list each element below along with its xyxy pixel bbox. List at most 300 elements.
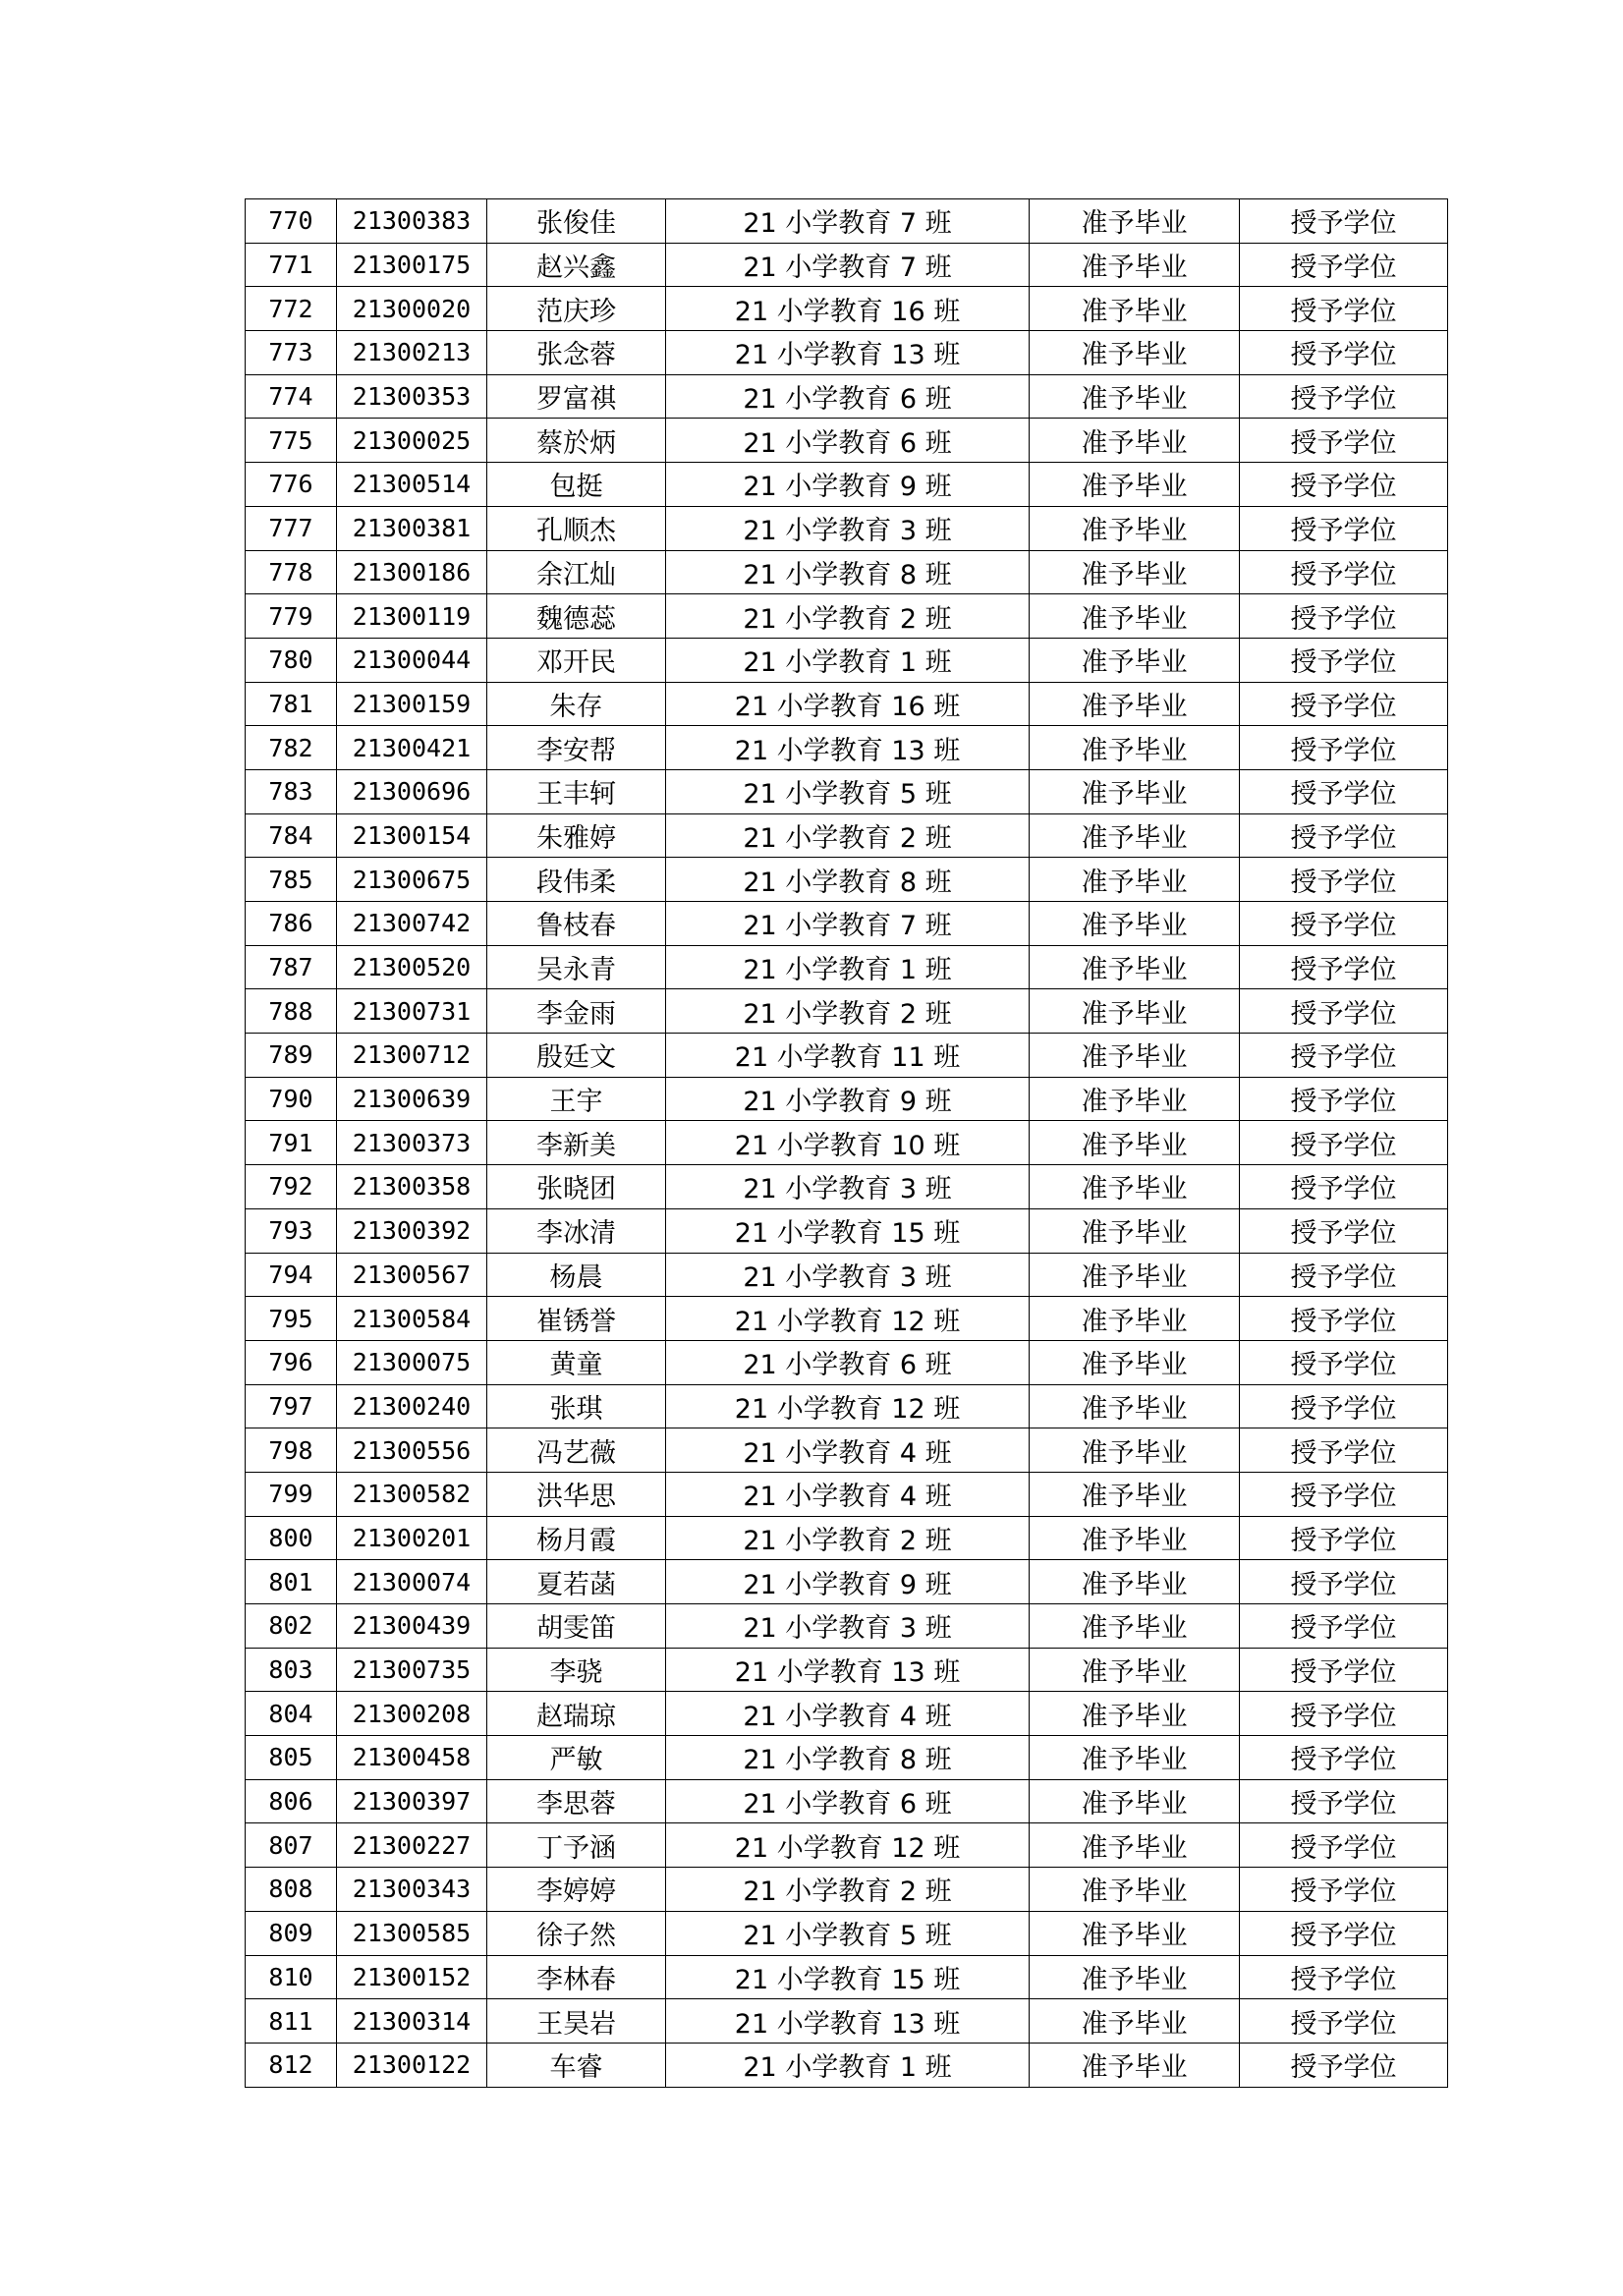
graduation-status-cell: 准予毕业 xyxy=(1030,1208,1240,1253)
degree-status-cell: 授予学位 xyxy=(1240,2043,1448,2087)
student-id-cell: 21300639 xyxy=(337,1077,487,1121)
graduation-table xyxy=(245,198,1448,2088)
class-cell: 21 小学教育 8 班 xyxy=(666,550,1030,594)
serial-cell: 779 xyxy=(246,594,337,639)
graduation-status-cell: 准予毕业 xyxy=(1030,769,1240,813)
class-cell: 21 小学教育 9 班 xyxy=(666,463,1030,507)
name-cell: 孔顺杰 xyxy=(487,506,666,550)
student-id-cell: 21300358 xyxy=(337,1165,487,1209)
table-row xyxy=(246,1999,1448,2044)
student-id-cell: 21300240 xyxy=(337,1384,487,1428)
table-row xyxy=(246,1823,1448,1868)
name-cell: 魏德蕊 xyxy=(487,594,666,639)
degree-status-cell: 授予学位 xyxy=(1240,199,1448,244)
degree-status-cell: 授予学位 xyxy=(1240,769,1448,813)
student-id-cell: 21300175 xyxy=(337,243,487,287)
graduation-status-cell: 准予毕业 xyxy=(1030,243,1240,287)
student-id-cell: 21300227 xyxy=(337,1823,487,1868)
class-cell: 21 小学教育 6 班 xyxy=(666,1340,1030,1384)
table-row xyxy=(246,945,1448,989)
serial-cell: 799 xyxy=(246,1472,337,1516)
table-body xyxy=(246,199,1448,2088)
degree-status-cell: 授予学位 xyxy=(1240,331,1448,375)
table-row xyxy=(246,1868,1448,1912)
name-cell: 范庆珍 xyxy=(487,287,666,331)
serial-cell: 812 xyxy=(246,2043,337,2087)
graduation-status-cell: 准予毕业 xyxy=(1030,594,1240,639)
class-cell: 21 小学教育 12 班 xyxy=(666,1823,1030,1868)
degree-status-cell: 授予学位 xyxy=(1240,1999,1448,2044)
serial-cell: 792 xyxy=(246,1165,337,1209)
degree-status-cell: 授予学位 xyxy=(1240,287,1448,331)
degree-status-cell: 授予学位 xyxy=(1240,858,1448,902)
student-id-cell: 21300584 xyxy=(337,1297,487,1341)
name-cell: 杨晨 xyxy=(487,1253,666,1297)
class-cell: 21 小学教育 16 班 xyxy=(666,287,1030,331)
degree-status-cell: 授予学位 xyxy=(1240,1692,1448,1736)
class-cell: 21 小学教育 6 班 xyxy=(666,1779,1030,1823)
degree-status-cell: 授予学位 xyxy=(1240,463,1448,507)
student-id-cell: 21300439 xyxy=(337,1604,487,1649)
graduation-status-cell: 准予毕业 xyxy=(1030,989,1240,1034)
class-cell: 21 小学教育 2 班 xyxy=(666,594,1030,639)
graduation-status-cell: 准予毕业 xyxy=(1030,1165,1240,1209)
degree-status-cell: 授予学位 xyxy=(1240,594,1448,639)
serial-cell: 787 xyxy=(246,945,337,989)
name-cell: 李冰清 xyxy=(487,1208,666,1253)
table-row xyxy=(246,1736,1448,1780)
student-id-cell: 21300343 xyxy=(337,1868,487,1912)
graduation-status-cell: 准予毕业 xyxy=(1030,1868,1240,1912)
table-row xyxy=(246,550,1448,594)
graduation-status-cell: 准予毕业 xyxy=(1030,374,1240,419)
graduation-status-cell: 准予毕业 xyxy=(1030,463,1240,507)
name-cell: 夏若菡 xyxy=(487,1560,666,1604)
degree-status-cell: 授予学位 xyxy=(1240,1165,1448,1209)
serial-cell: 794 xyxy=(246,1253,337,1297)
student-id-cell: 21300585 xyxy=(337,1911,487,1955)
class-cell: 21 小学教育 5 班 xyxy=(666,769,1030,813)
table-row xyxy=(246,1121,1448,1165)
table-row xyxy=(246,1472,1448,1516)
name-cell: 张晓团 xyxy=(487,1165,666,1209)
class-cell: 21 小学教育 2 班 xyxy=(666,1868,1030,1912)
student-id-cell: 21300696 xyxy=(337,769,487,813)
name-cell: 邓开民 xyxy=(487,638,666,682)
table-row xyxy=(246,1692,1448,1736)
name-cell: 张念蓉 xyxy=(487,331,666,375)
table-row xyxy=(246,1253,1448,1297)
student-id-cell: 21300514 xyxy=(337,463,487,507)
name-cell: 洪华思 xyxy=(487,1472,666,1516)
serial-cell: 795 xyxy=(246,1297,337,1341)
class-cell: 21 小学教育 12 班 xyxy=(666,1297,1030,1341)
name-cell: 包挺 xyxy=(487,463,666,507)
degree-status-cell: 授予学位 xyxy=(1240,902,1448,946)
serial-cell: 801 xyxy=(246,1560,337,1604)
degree-status-cell: 授予学位 xyxy=(1240,374,1448,419)
table-row xyxy=(246,813,1448,858)
student-id-cell: 21300020 xyxy=(337,287,487,331)
table-row xyxy=(246,858,1448,902)
serial-cell: 811 xyxy=(246,1999,337,2044)
degree-status-cell: 授予学位 xyxy=(1240,1955,1448,1999)
degree-status-cell: 授予学位 xyxy=(1240,1648,1448,1692)
serial-cell: 781 xyxy=(246,682,337,726)
degree-status-cell: 授予学位 xyxy=(1240,813,1448,858)
class-cell: 21 小学教育 7 班 xyxy=(666,199,1030,244)
table-row xyxy=(246,1516,1448,1560)
graduation-status-cell: 准予毕业 xyxy=(1030,1428,1240,1473)
student-id-cell: 21300154 xyxy=(337,813,487,858)
graduation-status-cell: 准予毕业 xyxy=(1030,419,1240,463)
graduation-status-cell: 准予毕业 xyxy=(1030,1516,1240,1560)
degree-status-cell: 授予学位 xyxy=(1240,1208,1448,1253)
table-row xyxy=(246,1208,1448,1253)
name-cell: 王昊岩 xyxy=(487,1999,666,2044)
serial-cell: 771 xyxy=(246,243,337,287)
graduation-status-cell: 准予毕业 xyxy=(1030,1034,1240,1078)
degree-status-cell: 授予学位 xyxy=(1240,506,1448,550)
serial-cell: 805 xyxy=(246,1736,337,1780)
name-cell: 蔡於炳 xyxy=(487,419,666,463)
table-row xyxy=(246,1648,1448,1692)
degree-status-cell: 授予学位 xyxy=(1240,1034,1448,1078)
degree-status-cell: 授予学位 xyxy=(1240,550,1448,594)
student-id-cell: 21300119 xyxy=(337,594,487,639)
name-cell: 李金雨 xyxy=(487,989,666,1034)
table-row xyxy=(246,1077,1448,1121)
name-cell: 王宇 xyxy=(487,1077,666,1121)
serial-cell: 776 xyxy=(246,463,337,507)
serial-cell: 778 xyxy=(246,550,337,594)
serial-cell: 777 xyxy=(246,506,337,550)
serial-cell: 775 xyxy=(246,419,337,463)
degree-status-cell: 授予学位 xyxy=(1240,1779,1448,1823)
name-cell: 李思蓉 xyxy=(487,1779,666,1823)
degree-status-cell: 授予学位 xyxy=(1240,243,1448,287)
student-id-cell: 21300421 xyxy=(337,726,487,770)
table-row xyxy=(246,1165,1448,1209)
serial-cell: 789 xyxy=(246,1034,337,1078)
name-cell: 朱存 xyxy=(487,682,666,726)
degree-status-cell: 授予学位 xyxy=(1240,1560,1448,1604)
table-row xyxy=(246,726,1448,770)
table-row xyxy=(246,989,1448,1034)
class-cell: 21 小学教育 1 班 xyxy=(666,2043,1030,2087)
class-cell: 21 小学教育 8 班 xyxy=(666,858,1030,902)
graduation-status-cell: 准予毕业 xyxy=(1030,726,1240,770)
serial-cell: 808 xyxy=(246,1868,337,1912)
table-row xyxy=(246,1779,1448,1823)
serial-cell: 791 xyxy=(246,1121,337,1165)
table-row xyxy=(246,594,1448,639)
name-cell: 赵兴鑫 xyxy=(487,243,666,287)
degree-status-cell: 授予学位 xyxy=(1240,638,1448,682)
name-cell: 殷廷文 xyxy=(487,1034,666,1078)
class-cell: 21 小学教育 3 班 xyxy=(666,1604,1030,1649)
name-cell: 李骁 xyxy=(487,1648,666,1692)
table-row xyxy=(246,902,1448,946)
table-row xyxy=(246,374,1448,419)
class-cell: 21 小学教育 4 班 xyxy=(666,1692,1030,1736)
name-cell: 赵瑞琼 xyxy=(487,1692,666,1736)
table-row xyxy=(246,419,1448,463)
class-cell: 21 小学教育 4 班 xyxy=(666,1472,1030,1516)
serial-cell: 774 xyxy=(246,374,337,419)
name-cell: 丁予涵 xyxy=(487,1823,666,1868)
serial-cell: 796 xyxy=(246,1340,337,1384)
graduation-status-cell: 准予毕业 xyxy=(1030,945,1240,989)
graduation-status-cell: 准予毕业 xyxy=(1030,1472,1240,1516)
graduation-status-cell: 准予毕业 xyxy=(1030,550,1240,594)
serial-cell: 782 xyxy=(246,726,337,770)
table-row xyxy=(246,1297,1448,1341)
serial-cell: 773 xyxy=(246,331,337,375)
student-id-cell: 21300556 xyxy=(337,1428,487,1473)
table-row xyxy=(246,331,1448,375)
degree-status-cell: 授予学位 xyxy=(1240,1868,1448,1912)
student-id-cell: 21300582 xyxy=(337,1472,487,1516)
degree-status-cell: 授予学位 xyxy=(1240,1516,1448,1560)
serial-cell: 790 xyxy=(246,1077,337,1121)
student-id-cell: 21300213 xyxy=(337,331,487,375)
degree-status-cell: 授予学位 xyxy=(1240,726,1448,770)
graduation-status-cell: 准予毕业 xyxy=(1030,1823,1240,1868)
serial-cell: 802 xyxy=(246,1604,337,1649)
student-id-cell: 21300742 xyxy=(337,902,487,946)
graduation-status-cell: 准予毕业 xyxy=(1030,1911,1240,1955)
class-cell: 21 小学教育 3 班 xyxy=(666,1165,1030,1209)
serial-cell: 798 xyxy=(246,1428,337,1473)
name-cell: 冯艺薇 xyxy=(487,1428,666,1473)
name-cell: 余江灿 xyxy=(487,550,666,594)
table-row xyxy=(246,506,1448,550)
table-row xyxy=(246,769,1448,813)
student-id-cell: 21300314 xyxy=(337,1999,487,2044)
graduation-status-cell: 准予毕业 xyxy=(1030,199,1240,244)
class-cell: 21 小学教育 13 班 xyxy=(666,1999,1030,2044)
student-id-cell: 21300675 xyxy=(337,858,487,902)
graduation-status-cell: 准予毕业 xyxy=(1030,506,1240,550)
name-cell: 李安帮 xyxy=(487,726,666,770)
graduation-status-cell: 准予毕业 xyxy=(1030,1253,1240,1297)
class-cell: 21 小学教育 7 班 xyxy=(666,902,1030,946)
student-id-cell: 21300520 xyxy=(337,945,487,989)
graduation-status-cell: 准予毕业 xyxy=(1030,682,1240,726)
class-cell: 21 小学教育 9 班 xyxy=(666,1077,1030,1121)
class-cell: 21 小学教育 15 班 xyxy=(666,1208,1030,1253)
class-cell: 21 小学教育 4 班 xyxy=(666,1428,1030,1473)
class-cell: 21 小学教育 6 班 xyxy=(666,419,1030,463)
degree-status-cell: 授予学位 xyxy=(1240,1253,1448,1297)
class-cell: 21 小学教育 6 班 xyxy=(666,374,1030,419)
class-cell: 21 小学教育 8 班 xyxy=(666,1736,1030,1780)
graduation-status-cell: 准予毕业 xyxy=(1030,287,1240,331)
student-id-cell: 21300735 xyxy=(337,1648,487,1692)
graduation-status-cell: 准予毕业 xyxy=(1030,1384,1240,1428)
student-id-cell: 21300353 xyxy=(337,374,487,419)
name-cell: 李新美 xyxy=(487,1121,666,1165)
degree-status-cell: 授予学位 xyxy=(1240,682,1448,726)
name-cell: 杨月霞 xyxy=(487,1516,666,1560)
table-row xyxy=(246,243,1448,287)
table-row xyxy=(246,1034,1448,1078)
degree-status-cell: 授予学位 xyxy=(1240,1077,1448,1121)
name-cell: 崔锈誉 xyxy=(487,1297,666,1341)
graduation-status-cell: 准予毕业 xyxy=(1030,638,1240,682)
serial-cell: 806 xyxy=(246,1779,337,1823)
degree-status-cell: 授予学位 xyxy=(1240,1340,1448,1384)
student-id-cell: 21300159 xyxy=(337,682,487,726)
graduation-status-cell: 准予毕业 xyxy=(1030,1560,1240,1604)
student-id-cell: 21300152 xyxy=(337,1955,487,1999)
graduation-status-cell: 准予毕业 xyxy=(1030,1999,1240,2044)
graduation-status-cell: 准予毕业 xyxy=(1030,1340,1240,1384)
student-id-cell: 21300075 xyxy=(337,1340,487,1384)
student-id-cell: 21300201 xyxy=(337,1516,487,1560)
student-id-cell: 21300731 xyxy=(337,989,487,1034)
table-row xyxy=(246,463,1448,507)
student-id-cell: 21300186 xyxy=(337,550,487,594)
name-cell: 徐子然 xyxy=(487,1911,666,1955)
degree-status-cell: 授予学位 xyxy=(1240,1384,1448,1428)
name-cell: 段伟柔 xyxy=(487,858,666,902)
degree-status-cell: 授予学位 xyxy=(1240,1121,1448,1165)
serial-cell: 788 xyxy=(246,989,337,1034)
serial-cell: 810 xyxy=(246,1955,337,1999)
table-row xyxy=(246,1384,1448,1428)
name-cell: 李婷婷 xyxy=(487,1868,666,1912)
serial-cell: 772 xyxy=(246,287,337,331)
class-cell: 21 小学教育 12 班 xyxy=(666,1384,1030,1428)
class-cell: 21 小学教育 1 班 xyxy=(666,638,1030,682)
graduation-status-cell: 准予毕业 xyxy=(1030,1121,1240,1165)
graduation-status-cell: 准予毕业 xyxy=(1030,2043,1240,2087)
student-id-cell: 21300373 xyxy=(337,1121,487,1165)
student-id-cell: 21300381 xyxy=(337,506,487,550)
table-row xyxy=(246,2043,1448,2087)
degree-status-cell: 授予学位 xyxy=(1240,1428,1448,1473)
serial-cell: 786 xyxy=(246,902,337,946)
class-cell: 21 小学教育 9 班 xyxy=(666,1560,1030,1604)
graduation-status-cell: 准予毕业 xyxy=(1030,1736,1240,1780)
class-cell: 21 小学教育 16 班 xyxy=(666,682,1030,726)
class-cell: 21 小学教育 1 班 xyxy=(666,945,1030,989)
name-cell: 张俊佳 xyxy=(487,199,666,244)
degree-status-cell: 授予学位 xyxy=(1240,1472,1448,1516)
table-row xyxy=(246,638,1448,682)
table-row xyxy=(246,1955,1448,1999)
class-cell: 21 小学教育 13 班 xyxy=(666,726,1030,770)
table-row xyxy=(246,682,1448,726)
graduation-status-cell: 准予毕业 xyxy=(1030,813,1240,858)
graduation-status-cell: 准予毕业 xyxy=(1030,1779,1240,1823)
graduation-status-cell: 准予毕业 xyxy=(1030,1692,1240,1736)
name-cell: 朱雅婷 xyxy=(487,813,666,858)
serial-cell: 800 xyxy=(246,1516,337,1560)
class-cell: 21 小学教育 3 班 xyxy=(666,506,1030,550)
table-row xyxy=(246,1560,1448,1604)
name-cell: 李林春 xyxy=(487,1955,666,1999)
degree-status-cell: 授予学位 xyxy=(1240,1911,1448,1955)
serial-cell: 797 xyxy=(246,1384,337,1428)
degree-status-cell: 授予学位 xyxy=(1240,945,1448,989)
table-row xyxy=(246,1428,1448,1473)
class-cell: 21 小学教育 2 班 xyxy=(666,813,1030,858)
class-cell: 21 小学教育 3 班 xyxy=(666,1253,1030,1297)
class-cell: 21 小学教育 7 班 xyxy=(666,243,1030,287)
table-row xyxy=(246,1340,1448,1384)
serial-cell: 785 xyxy=(246,858,337,902)
student-id-cell: 21300208 xyxy=(337,1692,487,1736)
name-cell: 张琪 xyxy=(487,1384,666,1428)
graduation-status-cell: 准予毕业 xyxy=(1030,1604,1240,1649)
graduation-status-cell: 准予毕业 xyxy=(1030,1077,1240,1121)
student-id-cell: 21300392 xyxy=(337,1208,487,1253)
serial-cell: 783 xyxy=(246,769,337,813)
serial-cell: 780 xyxy=(246,638,337,682)
degree-status-cell: 授予学位 xyxy=(1240,419,1448,463)
degree-status-cell: 授予学位 xyxy=(1240,1604,1448,1649)
degree-status-cell: 授予学位 xyxy=(1240,1736,1448,1780)
serial-cell: 807 xyxy=(246,1823,337,1868)
student-id-cell: 21300712 xyxy=(337,1034,487,1078)
class-cell: 21 小学教育 13 班 xyxy=(666,331,1030,375)
table-row xyxy=(246,287,1448,331)
graduation-status-cell: 准予毕业 xyxy=(1030,1955,1240,1999)
name-cell: 车睿 xyxy=(487,2043,666,2087)
name-cell: 王丰轲 xyxy=(487,769,666,813)
class-cell: 21 小学教育 2 班 xyxy=(666,1516,1030,1560)
serial-cell: 770 xyxy=(246,199,337,244)
degree-status-cell: 授予学位 xyxy=(1240,1823,1448,1868)
class-cell: 21 小学教育 10 班 xyxy=(666,1121,1030,1165)
student-id-cell: 21300025 xyxy=(337,419,487,463)
student-id-cell: 21300074 xyxy=(337,1560,487,1604)
class-cell: 21 小学教育 5 班 xyxy=(666,1911,1030,1955)
graduation-status-cell: 准予毕业 xyxy=(1030,902,1240,946)
name-cell: 黄童 xyxy=(487,1340,666,1384)
graduation-status-cell: 准予毕业 xyxy=(1030,331,1240,375)
student-id-cell: 21300458 xyxy=(337,1736,487,1780)
name-cell: 鲁枝春 xyxy=(487,902,666,946)
name-cell: 严敏 xyxy=(487,1736,666,1780)
table-row xyxy=(246,199,1448,244)
class-cell: 21 小学教育 11 班 xyxy=(666,1034,1030,1078)
degree-status-cell: 授予学位 xyxy=(1240,1297,1448,1341)
name-cell: 吴永青 xyxy=(487,945,666,989)
graduation-status-cell: 准予毕业 xyxy=(1030,1297,1240,1341)
student-id-cell: 21300383 xyxy=(337,199,487,244)
name-cell: 胡雯笛 xyxy=(487,1604,666,1649)
student-id-cell: 21300397 xyxy=(337,1779,487,1823)
class-cell: 21 小学教育 15 班 xyxy=(666,1955,1030,1999)
serial-cell: 784 xyxy=(246,813,337,858)
table-row xyxy=(246,1911,1448,1955)
graduation-status-cell: 准予毕业 xyxy=(1030,858,1240,902)
student-id-cell: 21300044 xyxy=(337,638,487,682)
serial-cell: 804 xyxy=(246,1692,337,1736)
serial-cell: 803 xyxy=(246,1648,337,1692)
table-row xyxy=(246,1604,1448,1649)
class-cell: 21 小学教育 2 班 xyxy=(666,989,1030,1034)
student-id-cell: 21300567 xyxy=(337,1253,487,1297)
name-cell: 罗富祺 xyxy=(487,374,666,419)
degree-status-cell: 授予学位 xyxy=(1240,989,1448,1034)
graduation-status-cell: 准予毕业 xyxy=(1030,1648,1240,1692)
class-cell: 21 小学教育 13 班 xyxy=(666,1648,1030,1692)
